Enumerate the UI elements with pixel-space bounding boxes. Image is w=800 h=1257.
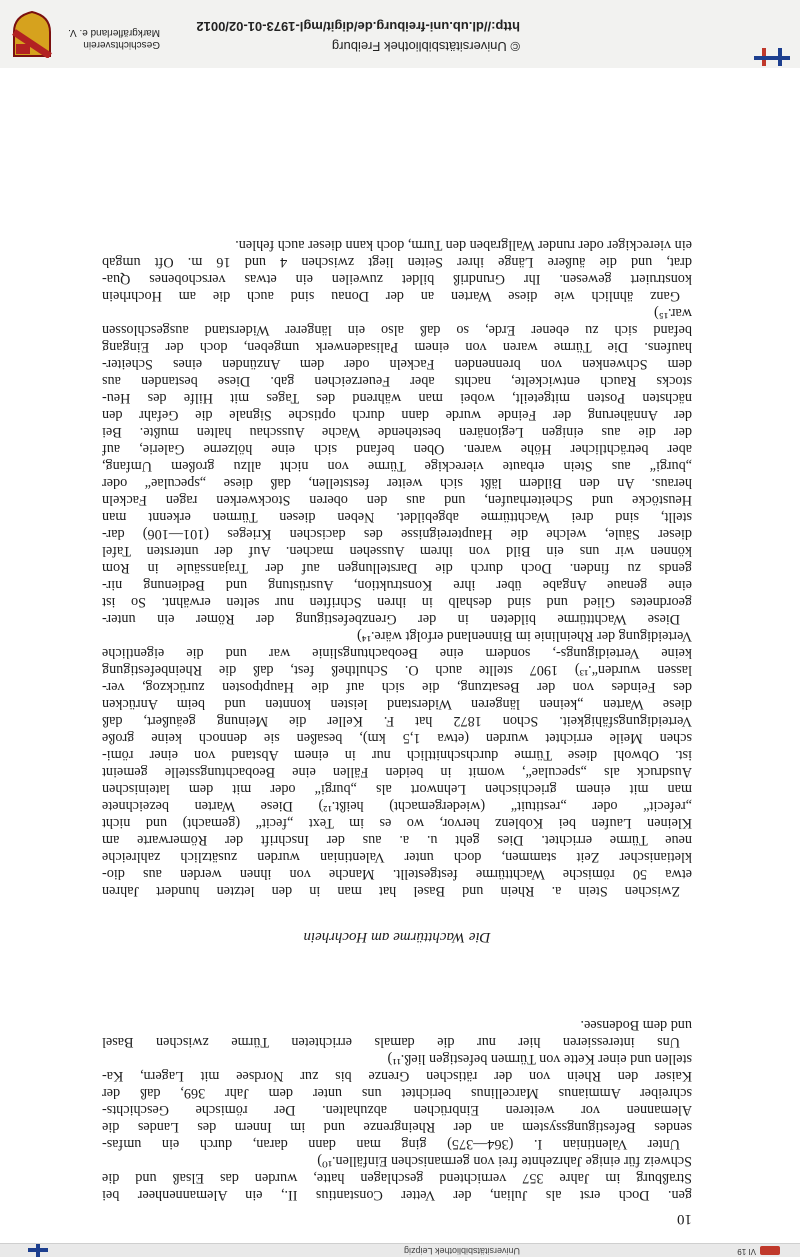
text-line: Verteidigungsfähigkeit. Schon 1872 hat F. Keller die Meinung geäußert, daß: [102, 713, 692, 729]
viewer-footer-bar: [0, 0, 800, 68]
text-line: stellen und einer Kette von Türmen befestigen ließ.¹¹): [387, 1051, 692, 1067]
text-line: heraus. An den Bildern läßt sich weiter feststellen, daß diese „speculae“ oder: [102, 475, 692, 491]
page-number: 10: [677, 1211, 692, 1227]
viewer-header-bar: [0, 1243, 800, 1257]
scanned-page: [0, 68, 800, 1243]
text-line: der Annäherung der Feinde wurde dann durch optische Signale die Gefahr den: [102, 407, 692, 423]
text-line: konstruiert gewesen. Ihr Grundriß bildet zuweilen ein etwas verschobenes Qua-: [102, 271, 692, 287]
text-line: nächsten Posten mitgeteilt, wobei man während des Tages mit Hilfe des Heu-: [102, 390, 692, 406]
text-line: gends zu finden. Doch durch die Darstellungen auf der Trajanssäule in Rom: [102, 560, 692, 576]
text-line: Schweiz für einige Jahrzehnte frei von germanischen Einfällen.¹⁰): [317, 1153, 692, 1169]
text-line: Heustöcke und Scheiterhaufen, und aus den oberen Stockwerken ragen Fackeln: [102, 492, 692, 508]
text-line: Ganz ähnlich wie diese Warten an der Donau sind auch die am Hochrhein: [102, 288, 680, 304]
text-line: stellt, sind drei Wachttürme abgebildet. Neben diesen Türmen erkennt man: [102, 509, 692, 525]
library-crumb[interactable]: Universitätsbibliothek Leipzig: [403, 1246, 520, 1256]
text-line: und dem Bodensee.: [580, 1017, 692, 1033]
blue-marker-bar-icon: [28, 1248, 48, 1252]
text-line: „refecit“ oder „restituit“ (wiedergemacht) heißt.¹²) Diese Warten bezeichnete: [102, 798, 692, 814]
text-line: dieser Säule, welche die Hauptereignisse des dacischen Krieges (101—106) dar-: [102, 526, 692, 542]
society-small-logo-icon: [760, 1246, 780, 1255]
text-line: Unter Valentinian I. (364—375) ging man dann daran, durch ein umfas-: [102, 1136, 680, 1152]
society-name: Geschichtsverein Markgräflerland e. V.: [68, 27, 160, 50]
text-line: Kaiser den Rhein von der rätischen Grenze bis zur Nordsee mit Lagern, Ka-: [102, 1068, 692, 1084]
text-line: keine Verteidigungs-, sondern eine Beobachtungslinie war und die eigentliche: [102, 645, 692, 661]
text-line: neue Türme errichtet. Dies geht u. a. aus der Inschrift der Römerwarte am: [102, 832, 692, 848]
text-line: kletianischer Zeit stammen, doch unter Valentinian wurden zusätzlich zahlreiche: [102, 849, 692, 865]
text-line: haufens. Die Türme waren von einem Palisadenwerk umgeben, doch der Eingang: [102, 339, 692, 355]
copyright-notice: © Universitätsbibliothek Freiburg: [331, 39, 520, 54]
text-line: können wir uns ein Bild von ihrem Aussehen machen. Auf der untersten Tafel: [102, 543, 692, 559]
section-heading: Die Wachttürme am Hochrhein: [303, 929, 491, 945]
text-line: man mit einem griechischen Lehnwort als „burgi“ oder mit dem lateinischen: [102, 781, 692, 797]
text-line: der die aus einigen Legionären bestehende Wache Ausschau halten mußte. Bei: [102, 424, 692, 440]
text-line: aber beträchtlicher Höhe waren. Oben befand sich eine hölzerne Galerie, auf: [102, 441, 692, 457]
text-line: eine genaue Angabe über ihre Konstruktion, Ausrüstung und Bedienung nir-: [102, 577, 692, 593]
text-line: befand sich zu ebener Erde, so daß also ein längerer Widerstand ausgeschlossen: [102, 322, 692, 338]
text-line: sendes Befestigungssystem an der Rheingrenze und im Innern des Landes die: [102, 1119, 692, 1135]
text-line: gen. Doch erst als Julian, der Vetter Constantius II., ein Alemannenheer bei: [102, 1187, 692, 1203]
text-line: „burgi“ aus Stein erbaute viereckige Türme von nicht allzu großem Umfang,: [102, 458, 692, 474]
permalink-url[interactable]: http://dl.ub.uni-freiburg.de/digit/mgl-1973-01-02/0012: [196, 19, 520, 34]
text-line: stocks Rauch entwickelte, nachts aber Feuerzeichen gab. Diese bestanden aus: [102, 373, 692, 389]
text-line: drat, und die äußere Länge ihrer Seiten liegt zwischen 4 und 16 m. Oft umgab: [102, 254, 692, 270]
text-line: lassen wurden“.¹³) 1907 stellte auch O. Schultheß fest, daß die Rheinbefestigung: [102, 662, 692, 678]
text-line: dem Schwenken von brennenden Fackeln oder dem Anzünden eines Scheiter-: [102, 356, 692, 372]
text-line: Zwischen Stein a. Rhein und Basel hat man in den letzten hundert Jahren: [102, 883, 680, 899]
text-line: des Feindes von der Besatzung, die sich auf die Hauptposten zurückzog, ver-: [102, 679, 692, 695]
text-line: etwa 50 römische Wachttürme festgestellt. Manche von ihnen werden aus dio-: [102, 866, 692, 882]
society-coat-of-arms-icon: [12, 10, 52, 58]
text-line: Kleinen Laufen bei Koblenz hervor, wo es im Text „fecit“ (gemacht) und nicht: [102, 815, 692, 831]
text-line: diese Warten „keinen längeren Widerstand leisten konnten und beim Anrücken: [102, 696, 692, 712]
text-line: schen Meile errichtet wurden (etwa 1,5 km), besaßen sie dennoch keine große: [102, 730, 692, 746]
text-line: schreiber Ammianus Marcellinus berichtet uns unter dem Jahr 369, daß der: [102, 1085, 692, 1101]
text-line: ist. Obwohl diese Türme durchschnittlich nur in einem Abstand von einer römi-: [102, 747, 692, 763]
text-line: war.¹⁵): [654, 305, 692, 321]
text-line: Ausdruck als „speculae“, womit in beiden Fällen eine Beobachtungsstelle gemeint: [102, 764, 692, 780]
text-line: ein viereckiger oder runder Wallgraben den Turm, doch kann dieser auch fehlen.: [235, 237, 692, 253]
text-line: Straßburg im Jahre 357 vernichtend geschlagen hatte, wurden das Elsaß und die: [102, 1170, 692, 1186]
text-line: Diese Wachttürme bildeten in der Grenzbefestigung der Römer ein unter-: [102, 611, 680, 627]
text-line: geordnetes Glied und sind deshalb in ihren Schriften nur selten erwähnt. So ist: [102, 594, 692, 610]
text-line: Uns interessieren hier nur die damals errichteten Türme zwischen Basel: [102, 1034, 680, 1050]
blue-marker-bar-icon: [754, 56, 790, 60]
text-line: Verteidigung der Rheinlinie im Binnenland erfolgt wäre.¹⁴): [356, 628, 692, 644]
society-small-label: VI 19: [737, 1247, 756, 1256]
text-line: Alemannen vor weiteren Einbrüchen abzuhalten. Der römische Geschichts-: [102, 1102, 692, 1118]
